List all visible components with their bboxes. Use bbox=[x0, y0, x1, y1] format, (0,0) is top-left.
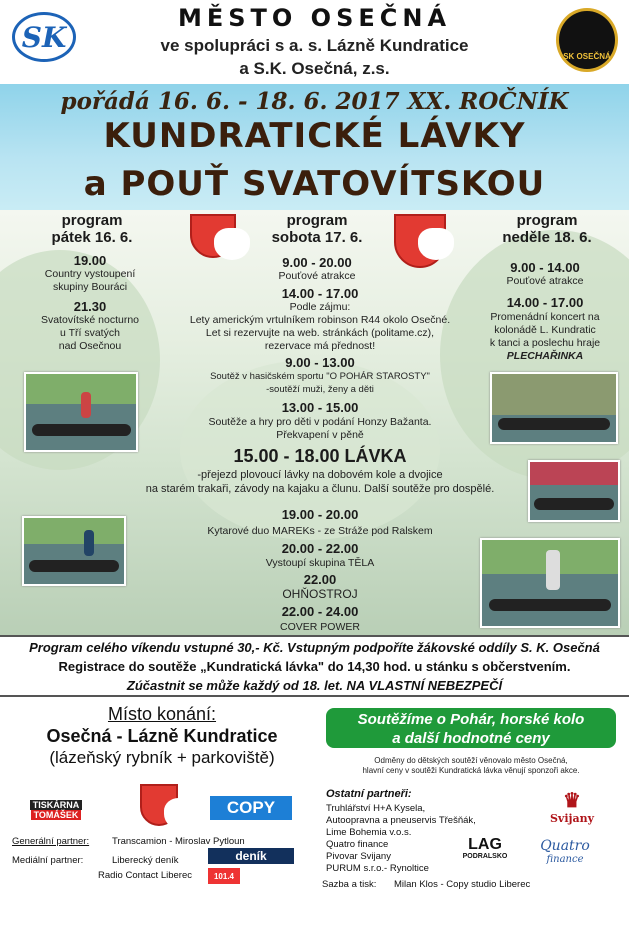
info-strip bbox=[0, 635, 629, 697]
saturday-text-5b: na starém trakaři, závody na kajaku a člunu. Další soutěže pro dospělé. bbox=[145, 483, 495, 495]
friday-text-1a: Country vystoupení bbox=[44, 268, 136, 280]
photo-bike bbox=[528, 460, 620, 522]
osecna-coat-of-arms-icon bbox=[140, 784, 178, 826]
media-partner-label: Mediální partner: bbox=[12, 855, 84, 866]
sunday-text-2b: kolonádě L. Kundratic bbox=[494, 324, 596, 336]
saturday-time-5: 15.00 - 18.00 LÁVKA bbox=[233, 446, 407, 466]
print-label: Sazba a tisk: bbox=[322, 879, 377, 890]
sunday-time-2: 14.00 - 17.00 bbox=[506, 295, 584, 310]
prize-note1: Odměny do dětských soutěží věnovalo město Osečná, bbox=[374, 756, 568, 765]
other-partner-1: Truhlářství H+A Kysela, bbox=[326, 803, 426, 814]
saturday-text-4b: Překvapení v pěně bbox=[276, 429, 364, 441]
saturday-text-3b: -soutěží muži, ženy a děti bbox=[266, 384, 374, 395]
sunday-time-1: 9.00 - 14.00 bbox=[510, 260, 580, 275]
title-line2: a POUŤ SVATOVÍTSKOU bbox=[83, 164, 546, 204]
saturday-text-1: Pouťové atrakce bbox=[278, 270, 356, 282]
quatro-finance-logo: Quatro finance bbox=[540, 838, 590, 865]
sk-osecna-logo: SK OSEČNÁ bbox=[556, 8, 618, 72]
saturday-head2: sobota 17. 6. bbox=[271, 229, 363, 246]
friday-time-1: 19.00 bbox=[73, 253, 107, 268]
venue-label: Místo konání: bbox=[107, 704, 217, 724]
sunday-text-2d: PLECHAŘINKA bbox=[506, 350, 584, 362]
saturday-text-6: Kytarové duo MAREKs - ze Stráže pod Ralskem bbox=[207, 525, 433, 537]
saturday-time-3: 9.00 - 13.00 bbox=[285, 355, 355, 370]
saturday-text-7: Vystoupí skupina TĚLA bbox=[265, 557, 375, 569]
header-line2: ve spolupráci s a. s. Lázně Kundratice bbox=[160, 36, 469, 55]
radio-contact-logo: 101.4 bbox=[208, 868, 240, 884]
saturday-time-9: 22.00 - 24.00 bbox=[281, 604, 359, 619]
saturday-text-9: COVER POWER bbox=[280, 621, 360, 633]
other-partner-6: PURUM s.r.o.- Rynoltice bbox=[326, 863, 429, 874]
sk-logo: SK bbox=[12, 12, 76, 62]
prize-note2: hlavní ceny v soutěži Kundratická lávka věnují sponzoři akce. bbox=[362, 766, 580, 775]
saturday-time-6: 19.00 - 20.00 bbox=[281, 507, 359, 522]
saturday-time-7: 20.00 - 22.00 bbox=[281, 541, 359, 556]
photo-raft-1 bbox=[24, 372, 138, 452]
saturday-text-5a: -přejezd plovoucí lávky na dobovém kole a dvojice bbox=[197, 469, 443, 481]
friday-text-1b: skupiny Bouráci bbox=[52, 281, 128, 293]
sunday-head2: neděle 18. 6. bbox=[502, 229, 592, 246]
saturday-time-1: 9.00 - 20.00 bbox=[282, 255, 352, 270]
photo-crowd bbox=[490, 372, 618, 444]
friday-text-2a: Svatovítské nocturno bbox=[40, 314, 140, 326]
other-partner-5: Pivovar Svijany bbox=[326, 851, 391, 862]
friday-head2: pátek 16. 6. bbox=[51, 229, 133, 246]
other-partner-2: Autoopravna a pneuservis Třešňák, bbox=[326, 815, 476, 826]
saturday-text-2a: Podle zájmu: bbox=[289, 301, 351, 313]
info-line1: Program celého víkendu vstupné 30,- Kč. Vstupným podpoříte žákovské oddíly S. K. Osečná bbox=[29, 640, 600, 655]
prize-line1: Soutěžíme o Pohár, horské kolo bbox=[357, 711, 585, 728]
photo-barrow bbox=[480, 538, 620, 628]
saturday-time-8: 22.00 bbox=[303, 572, 337, 587]
copy-logo: COPY bbox=[210, 796, 292, 820]
sunday-head1: program bbox=[516, 212, 578, 229]
venue-name: Osečná - Lázně Kundratice bbox=[46, 726, 278, 746]
friday-text-2c: nad Osečnou bbox=[58, 340, 122, 352]
info-line2: Registrace do soutěže „Kundratická lávka" do 14,30 hod. u stánku s občerstvením. bbox=[58, 659, 571, 674]
friday-text-2b: u Tří svatých bbox=[60, 327, 120, 339]
svijany-logo: ♛ Svijany bbox=[549, 787, 594, 825]
saturday-text-4a: Soutěže a hry pro děti v podání Honzy Bažanta. bbox=[208, 416, 432, 428]
saturday-text-2c: Let si rezervujte na web. stránkách (politame.cz), bbox=[205, 327, 435, 339]
coat-of-arms-icon bbox=[190, 214, 236, 258]
saturday-head1: program bbox=[286, 212, 348, 229]
header-title: MĚSTO OSEČNÁ bbox=[177, 4, 452, 32]
title-line1: KUNDRATICKÉ LÁVKY bbox=[103, 116, 526, 156]
prize-box bbox=[326, 708, 616, 748]
info-line3: Zúčastnit se může každý od 18. let. NA VLASTNÍ NEBEZPEČÍ bbox=[126, 678, 503, 693]
saturday-text-3a: Soutěž v hasičském sportu "O POHÁR STAROSTY" bbox=[210, 371, 430, 382]
general-partner-value: Transcamion - Miroslav Pytloun bbox=[112, 836, 245, 847]
friday-time-2: 21.30 bbox=[73, 299, 107, 314]
general-partner-label: Generální partner: bbox=[12, 836, 90, 847]
saturday-time-4: 13.00 - 15.00 bbox=[281, 400, 359, 415]
other-partner-3: Lime Bohemia v.o.s. bbox=[326, 827, 412, 838]
tiskarna-tomasek-logo: TISKÁRNA TOMÁŠEK bbox=[24, 796, 88, 824]
sunday-text-2a: Promenádní koncert na bbox=[490, 311, 600, 323]
friday-head1: program bbox=[61, 212, 123, 229]
lag-logo: LAG PODRALSKO bbox=[462, 836, 508, 860]
venue-detail: (lázeňský rybník + parkoviště) bbox=[49, 748, 275, 767]
other-partners-label: Ostatní partneři: bbox=[326, 788, 412, 800]
sunday-text-1: Pouťové atrakce bbox=[506, 275, 584, 287]
saturday-text-2b: Lety americkým vrtulníkem robinson R44 okolo Osečné. bbox=[189, 314, 451, 326]
media-partner-value2: Radio Contact Liberec bbox=[98, 870, 192, 881]
saturday-time-2: 14.00 - 17.00 bbox=[281, 286, 359, 301]
sunday-text-2c: k tanci a poslechu hraje bbox=[489, 337, 601, 349]
saturday-text-2d: rezervace má přednost! bbox=[264, 340, 376, 352]
other-partner-4: Quatro finance bbox=[326, 839, 389, 850]
date-line: pořádá 16. 6. - 18. 6. 2017 XX. ROČNÍK bbox=[60, 88, 569, 115]
saturday-text-8: OHŇOSTROJ bbox=[282, 587, 358, 601]
media-partner-value1: Liberecký deník bbox=[112, 855, 179, 866]
prize-line2: a další hodnotné ceny bbox=[392, 730, 550, 747]
denik-logo: deník bbox=[208, 848, 294, 864]
print-value: Milan Klos - Copy studio Liberec bbox=[394, 879, 531, 890]
photo-raft-2 bbox=[22, 516, 126, 586]
header-line3: a S.K. Osečná, z.s. bbox=[239, 59, 390, 78]
